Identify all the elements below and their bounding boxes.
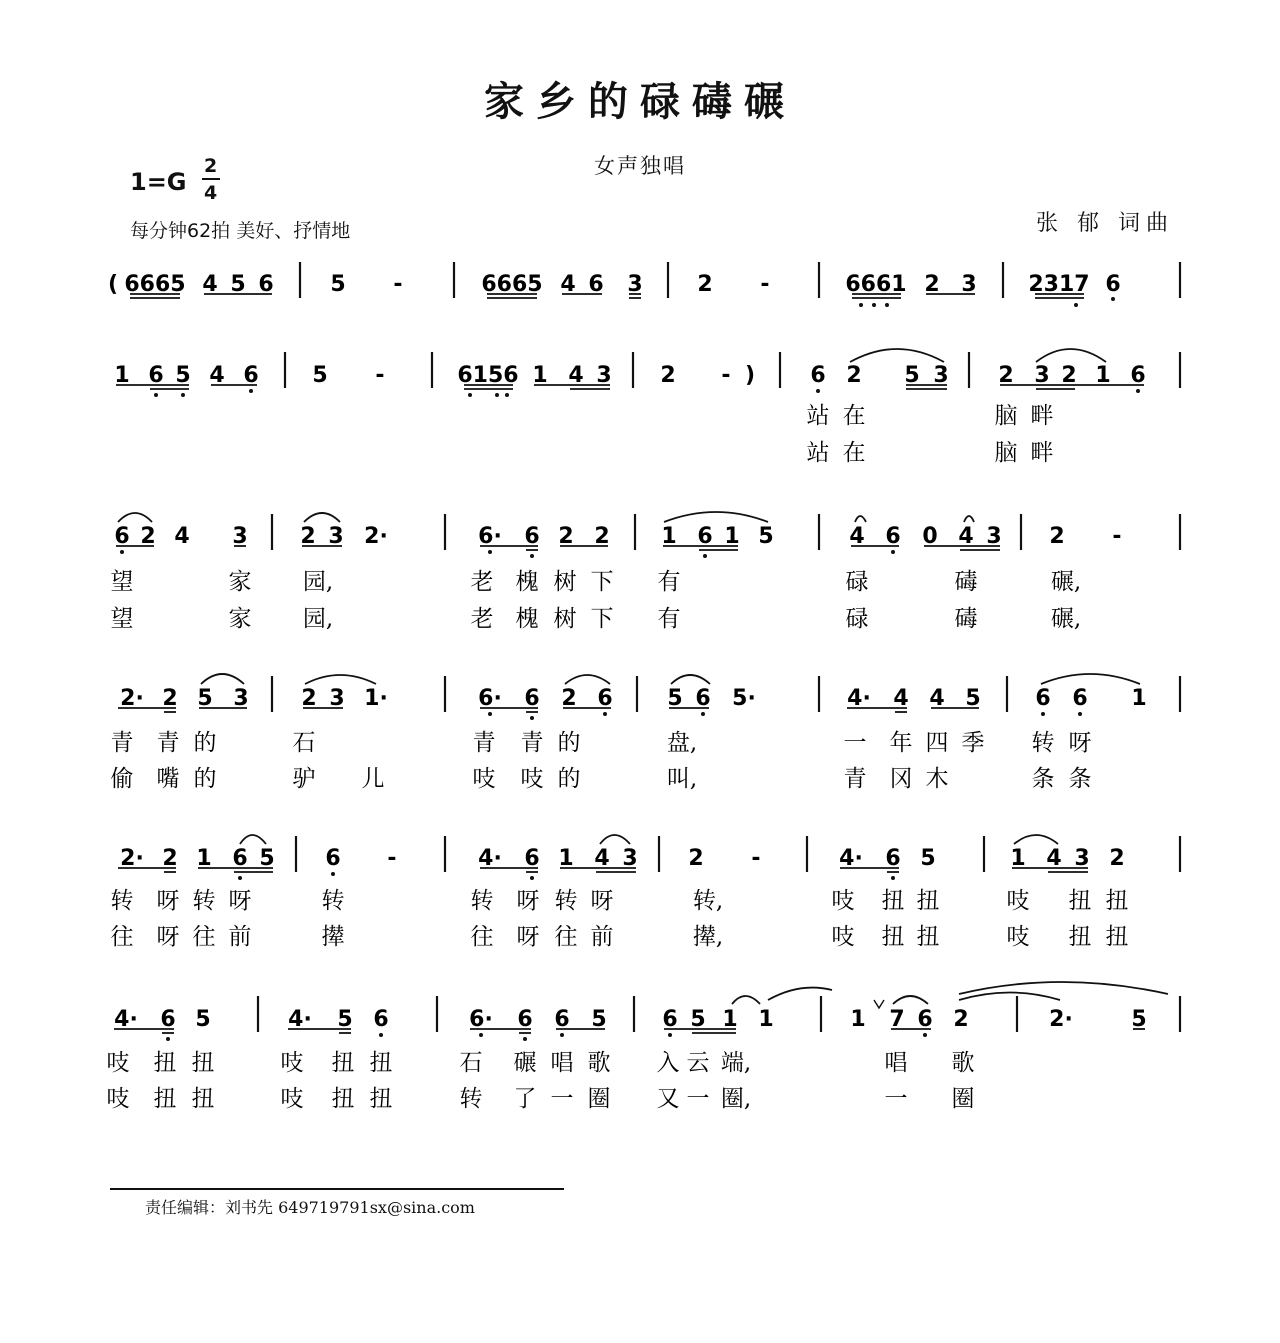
jianpu-note: 2	[140, 524, 156, 549]
lyric-char: 脑	[994, 440, 1018, 466]
jianpu-note: 1	[722, 1007, 738, 1032]
jianpu-note: 6	[695, 686, 711, 711]
lyric-char: 的	[193, 766, 217, 792]
jianpu-note: 6·	[478, 524, 502, 549]
jianpu-note: 4·	[114, 1007, 138, 1032]
lyric-char: 站	[806, 403, 830, 429]
lyric-char: 青	[520, 730, 544, 756]
jianpu-note: 2	[300, 524, 316, 549]
jianpu-note: 1	[558, 846, 574, 871]
jianpu-note: 1	[724, 524, 740, 549]
jianpu-note: 6665	[124, 272, 186, 297]
lyric-char: 吱	[472, 766, 496, 792]
lyric-char: 家	[228, 606, 252, 632]
lyric-char: 冈	[889, 766, 913, 792]
key-signature: 1=G	[130, 168, 187, 196]
jianpu-note: 6	[148, 363, 164, 388]
lyric-char: 站	[806, 440, 830, 466]
lyric-char: 转,	[692, 888, 724, 914]
jianpu-note: 1	[1131, 686, 1147, 711]
jianpu-note: 5	[312, 363, 328, 388]
lyric-char: 扭	[916, 888, 940, 914]
jianpu-note: 6	[597, 686, 613, 711]
jianpu-note: 4	[174, 524, 190, 549]
jianpu-note: 6	[258, 272, 274, 297]
lyric-char: 盘,	[666, 730, 698, 756]
lyric-char: 老	[470, 606, 494, 632]
lyric-char: 有	[657, 606, 681, 632]
lyric-char: 转	[1031, 730, 1055, 756]
jianpu-note: 6	[885, 846, 901, 871]
jianpu-note: 2·	[1049, 1007, 1073, 1032]
lyric-char: 园,	[302, 569, 334, 595]
jianpu-note: 1	[850, 1007, 866, 1032]
lyric-char: 扭	[191, 1086, 215, 1112]
lyric-char: 脑	[994, 403, 1018, 429]
jianpu-note: 4	[568, 363, 584, 388]
jianpu-note: 5·	[732, 686, 756, 711]
jianpu-note: 3	[933, 363, 949, 388]
jianpu-note: 6	[373, 1007, 389, 1032]
lyric-char: 扭	[331, 1050, 355, 1076]
jianpu-note: 4	[202, 272, 218, 297]
lyric-char: 入	[656, 1050, 680, 1076]
jianpu-note: 5	[667, 686, 683, 711]
lyric-char: 端,	[720, 1050, 752, 1076]
lyric-char: 槐	[515, 606, 539, 632]
lyric-char: 转	[110, 888, 134, 914]
jianpu-note: (	[107, 272, 119, 297]
jianpu-note: 6	[1105, 272, 1121, 297]
octave-dots	[120, 297, 1140, 1041]
jianpu-note: 2	[998, 363, 1014, 388]
jianpu-note: )	[744, 363, 756, 388]
lyric-char: 一	[550, 1086, 574, 1112]
jianpu-note: 6665	[481, 272, 543, 297]
jianpu-note: 5	[259, 846, 275, 871]
jianpu-note: 3	[627, 272, 643, 297]
lyric-char: 扭	[191, 1050, 215, 1076]
jianpu-note: 0	[922, 524, 938, 549]
lyric-char: 圈	[587, 1086, 611, 1112]
jianpu-note: 2	[558, 524, 574, 549]
lyric-char: 偷	[110, 766, 134, 792]
jianpu-note: 6	[517, 1007, 533, 1032]
jianpu-note: 4	[958, 524, 974, 549]
jianpu-note: 1	[114, 363, 130, 388]
lyric-char: 石	[459, 1050, 483, 1076]
lyric-char: 扭	[153, 1050, 177, 1076]
jianpu-note: 2	[162, 846, 178, 871]
jianpu-note: -	[387, 846, 397, 871]
jianpu-note: 4	[893, 686, 909, 711]
lyric-char: 的	[557, 730, 581, 756]
lyric-char: 望	[110, 606, 134, 632]
lyric-char: 往	[470, 924, 494, 950]
jianpu-note: 6	[554, 1007, 570, 1032]
lyric-char: 季	[961, 730, 985, 756]
lyric-char: 畔	[1030, 403, 1054, 429]
lyric-char: 吱	[1006, 888, 1030, 914]
jianpu-note: 2317	[1028, 272, 1090, 297]
lyric-char: 园,	[302, 606, 334, 632]
lyric-char: 呀	[228, 888, 252, 914]
lyric-char: 了	[513, 1086, 537, 1112]
jianpu-note: 2	[162, 686, 178, 711]
lyric-char: 往	[192, 924, 216, 950]
lyric-char: 扭	[881, 924, 905, 950]
beams	[114, 294, 1145, 1033]
lyric-char: 青	[156, 730, 180, 756]
jianpu-note: 6	[232, 846, 248, 871]
lyric-char: 树	[553, 606, 577, 632]
lyric-char: 呀	[156, 924, 180, 950]
jianpu-note: 3	[1074, 846, 1090, 871]
lyric-char: 歌	[587, 1050, 611, 1076]
jianpu-note: 6	[325, 846, 341, 871]
jianpu-note: 6	[524, 846, 540, 871]
lyric-char: 转	[192, 888, 216, 914]
lyric-char: 碌	[845, 569, 869, 595]
jianpu-note: 2	[1109, 846, 1125, 871]
jianpu-note: 6	[524, 524, 540, 549]
lyric-char: 碡	[954, 606, 978, 632]
lyric-char: 年	[889, 730, 913, 756]
jianpu-note: 3	[328, 524, 344, 549]
jianpu-note: 4	[849, 524, 865, 549]
lyric-char: 转	[321, 888, 345, 914]
lyric-char: 条	[1031, 766, 1055, 792]
lyric-char: 又	[656, 1086, 680, 1112]
jianpu-note: 6	[524, 686, 540, 711]
jianpu-note: 4	[1046, 846, 1062, 871]
lyric-char: 的	[193, 730, 217, 756]
jianpu-note: 1	[661, 524, 677, 549]
jianpu-note: 6	[1035, 686, 1051, 711]
jianpu-note: -	[760, 272, 770, 297]
lyric-char: 槐	[515, 569, 539, 595]
footer-rule	[110, 1188, 564, 1190]
lyric-char: 撵	[321, 924, 345, 950]
jianpu-note: 3	[596, 363, 612, 388]
jianpu-note: 2	[660, 363, 676, 388]
jianpu-note: 3	[622, 846, 638, 871]
lyric-char: 扭	[1068, 924, 1092, 950]
jianpu-note: 1	[1095, 363, 1111, 388]
lyrics-layer	[107, 403, 1129, 1112]
jianpu-note: 6	[810, 363, 826, 388]
lyric-char: 呀	[516, 888, 540, 914]
lyric-char: 吱	[831, 888, 855, 914]
jianpu-note: 5	[195, 1007, 211, 1032]
jianpu-note: -	[751, 846, 761, 871]
jianpu-note: 6	[885, 524, 901, 549]
score-title: 家乡的碌碡碾	[484, 78, 796, 125]
lyric-char: 畔	[1030, 440, 1054, 466]
lyric-char: 碾,	[1050, 569, 1082, 595]
breath-mark	[874, 1000, 884, 1008]
jianpu-note: 6	[1130, 363, 1146, 388]
jianpu-note: 4·	[478, 846, 502, 871]
jianpu-note: 5	[965, 686, 981, 711]
jianpu-note: -	[721, 363, 731, 388]
jianpu-note: 5	[904, 363, 920, 388]
jianpu-note: 2	[1061, 363, 1077, 388]
lyric-char: 扭	[331, 1086, 355, 1112]
jianpu-note: 6	[1072, 686, 1088, 711]
jianpu-note: 2	[697, 272, 713, 297]
lyric-char: 一	[686, 1086, 710, 1112]
lyric-char: 树	[553, 569, 577, 595]
lyric-char: 扭	[1105, 888, 1129, 914]
lyric-char: 呀	[516, 924, 540, 950]
jianpu-note: 5	[920, 846, 936, 871]
lyric-char: 吱	[106, 1086, 130, 1112]
jianpu-note: 2	[924, 272, 940, 297]
lyric-char: 的	[557, 766, 581, 792]
jianpu-note: 2	[594, 524, 610, 549]
lyric-char: 儿	[361, 766, 385, 792]
jianpu-note: 2	[301, 686, 317, 711]
jianpu-note: 1	[196, 846, 212, 871]
lyric-char: 吱	[831, 924, 855, 950]
composer-credit: 张 郁 词曲	[1036, 211, 1174, 236]
jianpu-note: 2	[1049, 524, 1065, 549]
jianpu-note: 6156	[457, 363, 519, 388]
lyric-char: 青	[472, 730, 496, 756]
jianpu-note: 6	[160, 1007, 176, 1032]
lyric-char: 吱	[106, 1050, 130, 1076]
lyric-char: 吱	[280, 1050, 304, 1076]
jianpu-note: 2	[688, 846, 704, 871]
jianpu-note: 5	[690, 1007, 706, 1032]
jianpu-note: 6	[114, 524, 130, 549]
lyric-char: 往	[554, 924, 578, 950]
lyric-char: 呀	[590, 888, 614, 914]
jianpu-note: 5	[230, 272, 246, 297]
jianpu-note: 4	[209, 363, 225, 388]
lyric-char: 碾	[513, 1050, 537, 1076]
jianpu-note: 5	[197, 686, 213, 711]
lyric-char: 转	[470, 888, 494, 914]
jianpu-note: 3	[1034, 363, 1050, 388]
score-subtitle: 女声独唱	[594, 154, 686, 178]
lyric-char: 前	[228, 924, 252, 950]
jianpu-note: 5	[758, 524, 774, 549]
lyric-char: 呀	[156, 888, 180, 914]
jianpu-note: 1	[1010, 846, 1026, 871]
lyric-char: 青	[843, 766, 867, 792]
jianpu-note: 6·	[469, 1007, 493, 1032]
jianpu-note: 1·	[364, 686, 388, 711]
jianpu-note: 5	[591, 1007, 607, 1032]
jianpu-note: 4	[594, 846, 610, 871]
lyric-char: 在	[842, 440, 866, 466]
jianpu-note: 3	[986, 524, 1002, 549]
jianpu-note: 6	[697, 524, 713, 549]
editor-credit: 责任编辑：刘书先 649719791sx@sina.com	[145, 1198, 475, 1217]
lyric-char: 有	[657, 569, 681, 595]
jianpu-note: 2·	[120, 686, 144, 711]
lyric-char: 扭	[369, 1050, 393, 1076]
lyric-char: 圈	[951, 1086, 975, 1112]
tempo-marking: 每分钟62拍 美好、抒情地	[130, 220, 351, 242]
jianpu-note: 3	[961, 272, 977, 297]
lyric-char: 唱	[550, 1050, 574, 1076]
notes-layer	[108, 272, 1147, 1032]
lyric-char: 碡	[954, 569, 978, 595]
jianpu-note: 5	[330, 272, 346, 297]
lyric-char: 碾,	[1050, 606, 1082, 632]
jianpu-note: 5	[175, 363, 191, 388]
lyric-char: 扭	[916, 924, 940, 950]
jianpu-note: 2	[953, 1007, 969, 1032]
lyric-char: 吱	[520, 766, 544, 792]
jianpu-note: 4·	[839, 846, 863, 871]
lyric-char: 一	[884, 1086, 908, 1112]
jianpu-note: 5	[337, 1007, 353, 1032]
jianpu-note: 7	[889, 1007, 905, 1032]
jianpu-note: 6	[588, 272, 604, 297]
lyric-char: 呀	[1068, 730, 1092, 756]
lyric-char: 前	[590, 924, 614, 950]
jianpu-note: 6·	[478, 686, 502, 711]
lyric-char: 木	[925, 766, 949, 792]
lyric-char: 转	[459, 1086, 483, 1112]
lyric-char: 四	[925, 730, 949, 756]
jianpu-note: 6	[243, 363, 259, 388]
lyric-char: 扭	[153, 1086, 177, 1112]
time-signature-bottom: 4	[204, 182, 218, 204]
lyric-char: 驴	[292, 766, 316, 792]
jianpu-note: -	[393, 272, 403, 297]
lyric-char: 下	[590, 569, 614, 595]
jianpu-note: 5	[1131, 1007, 1147, 1032]
jianpu-note: 4	[560, 272, 576, 297]
lyric-char: 石	[292, 730, 316, 756]
lyric-char: 撵,	[692, 924, 724, 950]
jianpu-note: 3	[329, 686, 345, 711]
lyric-char: 条	[1068, 766, 1092, 792]
lyric-char: 一	[843, 730, 867, 756]
jianpu-note: 2	[561, 686, 577, 711]
lyric-char: 云	[686, 1050, 710, 1076]
jianpu-note: 4	[929, 686, 945, 711]
jianpu-note: 6	[917, 1007, 933, 1032]
lyric-char: 往	[110, 924, 134, 950]
lyric-char: 碌	[845, 606, 869, 632]
lyric-char: 歌	[951, 1050, 975, 1076]
lyric-char: 在	[842, 403, 866, 429]
jianpu-note: -	[375, 363, 385, 388]
lyric-char: 转	[554, 888, 578, 914]
jianpu-note: 1	[758, 1007, 774, 1032]
jianpu-note: 6	[662, 1007, 678, 1032]
lyric-char: 老	[470, 569, 494, 595]
lyric-char: 唱	[884, 1050, 908, 1076]
lyric-char: 青	[110, 730, 134, 756]
jianpu-note: 2·	[120, 846, 144, 871]
lyric-char: 下	[590, 606, 614, 632]
jianpu-note: 4·	[288, 1007, 312, 1032]
jianpu-note: 2·	[364, 524, 388, 549]
lyric-char: 家	[228, 569, 252, 595]
jianpu-note: 1	[532, 363, 548, 388]
lyric-char: 扭	[369, 1086, 393, 1112]
lyric-char: 扭	[1105, 924, 1129, 950]
lyric-char: 叫,	[666, 766, 698, 792]
lyric-char: 嘴	[156, 766, 180, 792]
jianpu-note: 6661	[845, 272, 907, 297]
jianpu-note: 4·	[847, 686, 871, 711]
jianpu-note: 3	[233, 686, 249, 711]
lyric-char: 扭	[881, 888, 905, 914]
jianpu-note: -	[1112, 524, 1122, 549]
lyric-char: 望	[110, 569, 134, 595]
lyric-char: 圈,	[720, 1086, 752, 1112]
jianpu-note: 2	[846, 363, 862, 388]
lyric-char: 吱	[1006, 924, 1030, 950]
lyric-char: 吱	[280, 1086, 304, 1112]
time-signature-top: 2	[204, 155, 218, 177]
jianpu-note: 3	[232, 524, 248, 549]
lyric-char: 扭	[1068, 888, 1092, 914]
